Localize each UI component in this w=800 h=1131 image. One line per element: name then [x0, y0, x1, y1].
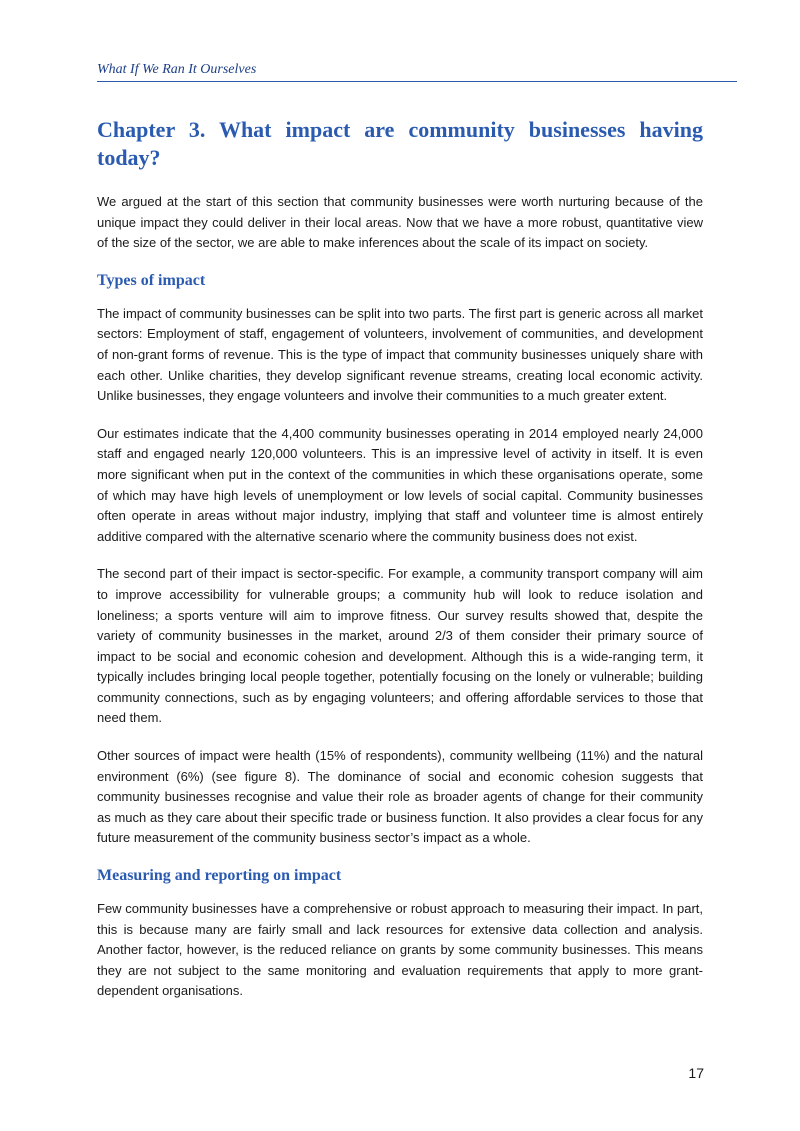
body-paragraph: The second part of their impact is sector-specific. For example, a community transport company will aim to improve accessibility for vulnerable groups; a community hub will look to reduce isolation and loneliness; a sports venture will aim to improve fitness. Our survey results showed that, despite the variety of community businesses in the market, around 2/3 of them consider their primary source of impact to be social and economic cohesion and development. Although this is a wide-ranging term, it typically includes bringing local people together, potentially focusing on the lonely or vulnerable; building community connections, such as by engaging volunteers; and offering affordable services to those that need them.: [97, 566, 703, 726]
intro-paragraph: We argued at the start of this section that community businesses were worth nurturing because of the unique impact they could deliver in their local areas. Now that we have a more robust, quantitative view of the size of the sector, we are able to make inferences about the scale of its impact on society.: [97, 194, 703, 251]
running-header: [97, 62, 737, 82]
chapter-title: Chapter 3. What impact are community businesses having today?: [97, 117, 703, 170]
running-header-title: What If We Ran It Ourselves: [97, 62, 257, 77]
body-paragraph: Few community businesses have a comprehensive or robust approach to measuring their impact. In part, this is because many are fairly small and lack resources for extensive data collection and analysis. Another factor, however, is the reduced reliance on grants by some community businesses. This means they are not subject to the same monitoring and evaluation requirements that apply to more grant-dependent organisations.: [97, 901, 703, 999]
page-content: [97, 116, 703, 1019]
section-heading-types-of-impact: Types of impact: [97, 271, 206, 289]
body-paragraph: Other sources of impact were health (15% of respondents), community wellbeing (11%) and the natural environment (6%) (see figure 8). The dominance of social and economic cohesion suggests that community businesses recognise and value their role as broader agents of change for their community as much as they care about their specific trade or business function. It also provides a clear focus for any future measurement of the community business sector’s impact as a whole.: [97, 748, 703, 846]
body-paragraph: Our estimates indicate that the 4,400 community businesses operating in 2014 employed nearly 24,000 staff and engaged nearly 120,000 volunteers. This is an impressive level of activity in itself. It is even more significant when put in the context of the communities in which these organisations operate, some of which may have high levels of unemployment or low levels of social capital. Community businesses often operate in areas without major industry, implying that staff and volunteer time is almost entirely additive compared with the alternative scenario where the community business does not exist.: [97, 425, 703, 544]
body-paragraph: The impact of community businesses can be split into two parts. The first part is generic across all market sectors: Employment of staff, engagement of volunteers, involvement of communities, and development of non-grant forms of revenue. This is the type of impact that community businesses uniquely share with each other. Unlike charities, they develop significant revenue streams, creating local economic activity. Unlike businesses, they engage volunteers and involve their communities to a much greater extent.: [97, 305, 703, 404]
page-number: 17: [688, 1065, 704, 1081]
section-heading-measuring-and-reporting: Measuring and reporting on impact: [97, 867, 342, 885]
